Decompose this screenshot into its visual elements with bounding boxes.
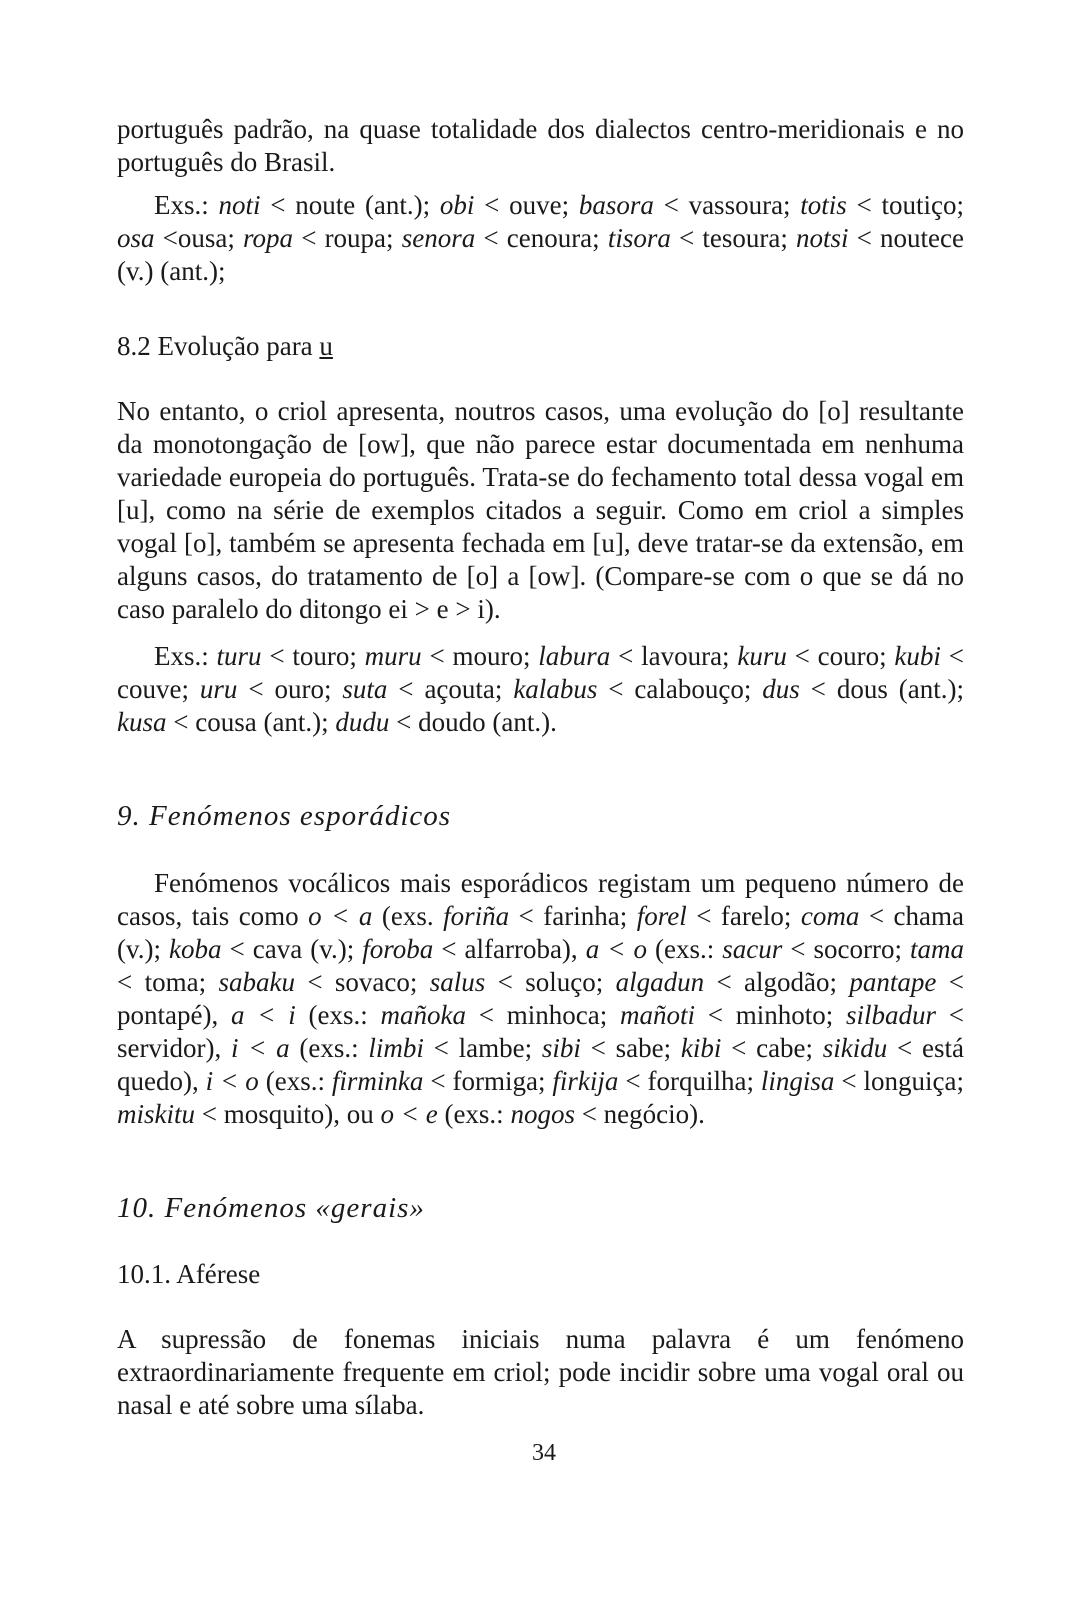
examples-paragraph-2 — [117, 640, 964, 739]
page-number: 34 — [532, 1440, 556, 1466]
example-word: o < a — [308, 901, 373, 931]
text: < cenoura; — [475, 223, 608, 253]
heading-text: 9. Fenómenos esporádicos — [117, 800, 452, 832]
example-word: silbadur — [846, 1000, 937, 1030]
text: (exs.: — [646, 934, 723, 964]
example-word: foriña — [443, 901, 510, 931]
section-heading-10 — [117, 1192, 964, 1225]
example-word: mañoti — [619, 1000, 695, 1030]
paragraph-apheresis — [117, 1323, 964, 1422]
example-word: forel — [636, 901, 687, 931]
example-word: notsi — [796, 223, 849, 253]
text: < cabe; — [721, 1033, 823, 1063]
paragraph-sporadic — [117, 867, 964, 1131]
heading-underlined: u — [319, 331, 333, 361]
text: < minhoca; — [465, 1000, 620, 1030]
example-word: o < e — [380, 1099, 438, 1129]
text: < soluço; — [485, 967, 616, 997]
text: < vassoura; — [653, 190, 801, 220]
example-word: coma — [800, 901, 860, 931]
text: < minhoto; — [694, 1000, 846, 1030]
text: < forquilha; — [618, 1066, 761, 1096]
text: < farelo; — [686, 901, 801, 931]
text: < cousa (ant.); — [166, 707, 336, 737]
text: < couro; — [786, 641, 895, 671]
text: < sovaco; — [294, 967, 430, 997]
example-word: osa — [117, 223, 155, 253]
example-word: kuru — [737, 641, 787, 671]
example-word: kubi — [894, 641, 941, 671]
example-word: dudu — [335, 707, 390, 737]
example-word: sikidu — [822, 1033, 888, 1063]
example-word: limbi — [368, 1033, 424, 1063]
example-word: dus — [762, 674, 800, 704]
example-word: sibi — [541, 1033, 581, 1063]
example-word: basora — [578, 190, 654, 220]
example-word: suta — [342, 674, 388, 704]
example-word: algadun — [615, 967, 705, 997]
text: A supressão de fonemas iniciais numa palavra é um fenómeno extraordinariamente frequente em criol; pode incidir sobre uma vogal oral ou nasal e até sobre uma sílaba. — [117, 1324, 964, 1420]
text: < tesoura; — [670, 223, 796, 253]
example-word: kalabus — [513, 674, 598, 704]
example-word: i < a — [230, 1033, 290, 1063]
example-word: uru — [199, 674, 238, 704]
text: Exs.: — [154, 641, 217, 671]
text: < pontapé), — [117, 967, 964, 1030]
example-word: kusa — [117, 707, 167, 737]
example-word: obi — [439, 190, 475, 220]
text: (exs.: — [437, 1099, 511, 1129]
text: No entanto, o criol apresenta, noutros casos, uma evolução do [o] resultante da monotongação de [ow], que não parece estar documentada em nenhuma variedade europeia do português. Trata-se do fechamento total dessa vogal em [u], como na série de exemplos citados a seguir. Como em criol a simples vogal [o], também se apresenta fechada em [u], deve tratar-se da extensão, em alguns casos, do tratamento de [o] a [ow]. (Compare-se com o que se dá no caso paralelo do ditongo ei > e > i). — [117, 396, 964, 624]
example-word: tisora — [607, 223, 671, 253]
text: < noute (ant.); — [260, 190, 440, 220]
text: < está quedo), — [117, 1033, 964, 1096]
example-word: muru — [364, 641, 422, 671]
text: < couve; — [117, 641, 964, 704]
text: < ouve; — [474, 190, 579, 220]
heading-text: 10. Fenómenos «gerais» — [117, 1192, 425, 1224]
example-word: ropa — [243, 223, 294, 253]
text: (exs.: — [258, 1066, 332, 1096]
text: < alfarroba), — [433, 934, 586, 964]
text: < toma; — [117, 967, 219, 997]
example-word: miskitu — [117, 1099, 195, 1129]
example-word: labura — [538, 641, 611, 671]
text: < doudo (ant.). — [389, 707, 557, 737]
text: < calabouço; — [597, 674, 763, 704]
example-word: firminka — [331, 1066, 424, 1096]
example-word: lingisa — [760, 1066, 835, 1096]
example-word: firkija — [552, 1066, 619, 1096]
example-word: noti — [218, 190, 261, 220]
example-word: a < i — [230, 1000, 296, 1030]
example-word: mañoka — [380, 1000, 466, 1030]
paragraph-evolution — [117, 395, 964, 626]
text: <ousa; — [154, 223, 244, 253]
text: < mouro; — [421, 641, 539, 671]
section-heading-9 — [117, 800, 964, 833]
example-word: senora — [401, 223, 476, 253]
heading-text: 8.2 Evolução para — [117, 331, 320, 361]
heading-text: 10.1. Aférese — [117, 1259, 261, 1289]
example-word: turu — [216, 641, 262, 671]
text: < servidor), — [117, 1000, 965, 1063]
text: < ouro; — [237, 674, 343, 704]
example-word: sabaku — [218, 967, 295, 997]
examples-paragraph-1 — [117, 189, 964, 288]
text: < lavoura; — [610, 641, 738, 671]
subsection-heading-8-2 — [117, 330, 964, 363]
text: < socorro; — [782, 934, 910, 964]
text: < chama (v.); — [117, 901, 964, 964]
text: (exs.: — [289, 1033, 369, 1063]
example-word: foroba — [362, 934, 434, 964]
text: < noutece (v.) (ant.); — [117, 223, 964, 286]
example-word: i < o — [205, 1066, 259, 1096]
text: Fenómenos vocálicos mais esporádicos registam um pequeno número de casos, tais como — [117, 868, 964, 931]
example-word: totis — [800, 190, 847, 220]
text: < touro; — [261, 641, 365, 671]
text: < dous (ant.); — [799, 674, 964, 704]
paragraph-continuation — [117, 113, 964, 179]
example-word: salus — [429, 967, 486, 997]
text: < cava (v.); — [221, 934, 363, 964]
text: < sabe; — [580, 1033, 681, 1063]
text: < formiga; — [423, 1066, 553, 1096]
example-word: kibi — [680, 1033, 722, 1063]
text: (exs. — [372, 901, 444, 931]
text: < negócio). — [574, 1099, 705, 1129]
subsection-heading-10-1 — [117, 1258, 964, 1291]
example-word: pantape — [849, 967, 937, 997]
text: < açouta; — [387, 674, 514, 704]
example-word: koba — [169, 934, 222, 964]
text: < farinha; — [509, 901, 637, 931]
text: < mosquito), ou — [195, 1099, 381, 1129]
example-word: tama — [910, 934, 964, 964]
text: (exs.: — [295, 1000, 381, 1030]
text: < toutiço; — [846, 190, 965, 220]
text: < algodão; — [704, 967, 850, 997]
text: Exs.: — [154, 190, 219, 220]
example-word: sacur — [722, 934, 783, 964]
text: português padrão, na quase totalidade dos dialectos centro-meridionais e no português do Brasil. — [117, 114, 964, 177]
text: < longuiça; — [834, 1066, 965, 1096]
text: < roupa; — [293, 223, 402, 253]
example-word: nogos — [510, 1099, 575, 1129]
example-word: a < o — [585, 934, 647, 964]
text: < lambe; — [423, 1033, 542, 1063]
